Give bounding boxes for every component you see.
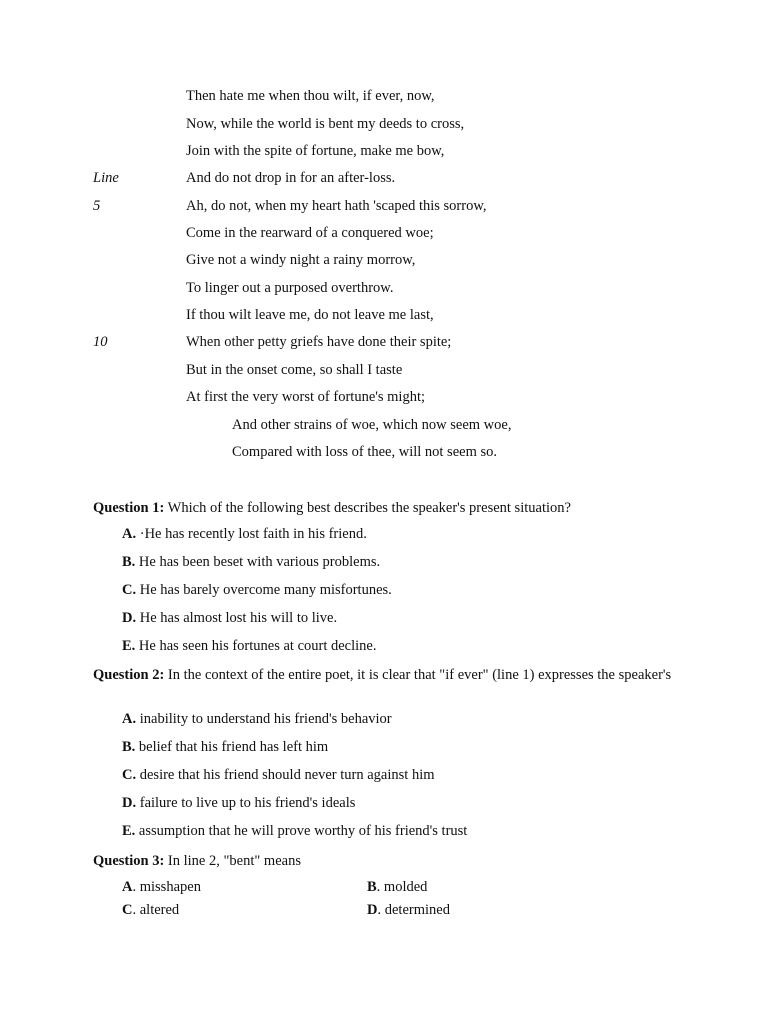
poem-line-14: Compared with loss of thee, will not seem so.: [232, 444, 497, 460]
option-letter: B: [367, 879, 377, 895]
poem-line-1: Then hate me when thou wilt, if ever, now,: [186, 88, 435, 104]
question-label: Question 1:: [93, 500, 165, 516]
q2-option-e[interactable]: [122, 823, 467, 840]
option-letter: C.: [122, 767, 137, 783]
option-text: belief that his friend has left him: [138, 739, 329, 755]
q1-option-e[interactable]: [122, 638, 376, 655]
option-text: He has almost lost his will to live.: [139, 610, 338, 626]
q2-option-a[interactable]: [122, 711, 392, 728]
option-separator: .: [132, 879, 137, 895]
poem-line-6: Come in the rearward of a conquered woe;: [186, 225, 434, 241]
option-separator: .: [377, 902, 382, 918]
question-3: [93, 851, 673, 871]
option-text: He has been beset with various problems.: [138, 554, 381, 570]
option-letter: E.: [122, 823, 136, 839]
poem-line-8: To linger out a purposed overthrow.: [186, 280, 394, 296]
option-text: assumption that he will prove worthy of his friend's trust: [138, 823, 468, 839]
poem-line-12: At first the very worst of fortune's might;: [186, 389, 426, 405]
option-text: molded: [383, 879, 428, 895]
option-text: ·He has recently lost faith in his friend.: [139, 526, 367, 542]
q1-option-d[interactable]: [122, 610, 337, 627]
poem-line-7: Give not a windy night a rainy morrow,: [186, 252, 416, 268]
question-1: [93, 498, 673, 518]
line-marker-label: Line: [93, 170, 119, 186]
question-label: Question 2:: [93, 667, 165, 683]
option-separator: .: [132, 902, 137, 918]
q1-option-a[interactable]: [122, 526, 367, 543]
q3-option-a[interactable]: [122, 879, 201, 896]
q2-option-c[interactable]: [122, 767, 435, 784]
option-text: failure to live up to his friend's ideals: [139, 795, 356, 811]
poem-line-2: Now, while the world is bent my deeds to cross,: [186, 116, 465, 132]
option-text: desire that his friend should never turn against him: [139, 767, 435, 783]
option-text: He has seen his fortunes at court decline.: [138, 638, 377, 654]
poem-line-4: And do not drop in for an after-loss.: [186, 170, 396, 186]
option-letter: A: [122, 879, 133, 895]
option-letter: C: [122, 902, 133, 918]
q2-option-b[interactable]: [122, 739, 328, 756]
option-text: He has barely overcome many misfortunes.: [139, 582, 392, 598]
line-marker-10: 10: [93, 334, 108, 350]
q3-option-d[interactable]: [367, 902, 450, 919]
question-text: In the context of the entire poet, it is clear that "if ever" (line 1) expresses the speaker's: [167, 667, 672, 683]
option-text: inability to understand his friend's behavior: [139, 711, 392, 727]
q3-option-c[interactable]: [122, 902, 179, 919]
poem-line-10: When other petty griefs have done their spite;: [186, 334, 452, 350]
option-text: misshapen: [139, 879, 201, 895]
option-letter: D.: [122, 610, 137, 626]
option-letter: D: [367, 902, 378, 918]
poem-line-9: If thou wilt leave me, do not leave me last,: [186, 307, 434, 323]
poem-line-3: Join with the spite of fortune, make me bow,: [186, 143, 445, 159]
option-letter: A.: [122, 711, 137, 727]
poem-line-11: But in the onset come, so shall I taste: [186, 362, 403, 378]
q3-option-b[interactable]: [367, 879, 427, 896]
q2-option-d[interactable]: [122, 795, 355, 812]
question-label: Question 3:: [93, 853, 165, 869]
option-letter: B.: [122, 554, 136, 570]
question-2: [93, 665, 673, 685]
question-text: Which of the following best describes the speaker's present situation?: [167, 500, 571, 516]
option-letter: B.: [122, 739, 136, 755]
poem-line-13: And other strains of woe, which now seem woe,: [232, 417, 512, 433]
question-text: In line 2, "bent" means: [167, 853, 301, 869]
option-letter: D.: [122, 795, 137, 811]
option-text: determined: [384, 902, 450, 918]
option-text: altered: [139, 902, 180, 918]
q1-option-b[interactable]: [122, 554, 380, 571]
poem-line-5: Ah, do not, when my heart hath 'scaped this sorrow,: [186, 198, 487, 214]
option-letter: E.: [122, 638, 136, 654]
q1-option-c[interactable]: [122, 582, 392, 599]
line-marker-5: 5: [93, 198, 101, 214]
option-letter: A.: [122, 526, 137, 542]
option-separator: .: [376, 879, 381, 895]
option-letter: C.: [122, 582, 137, 598]
